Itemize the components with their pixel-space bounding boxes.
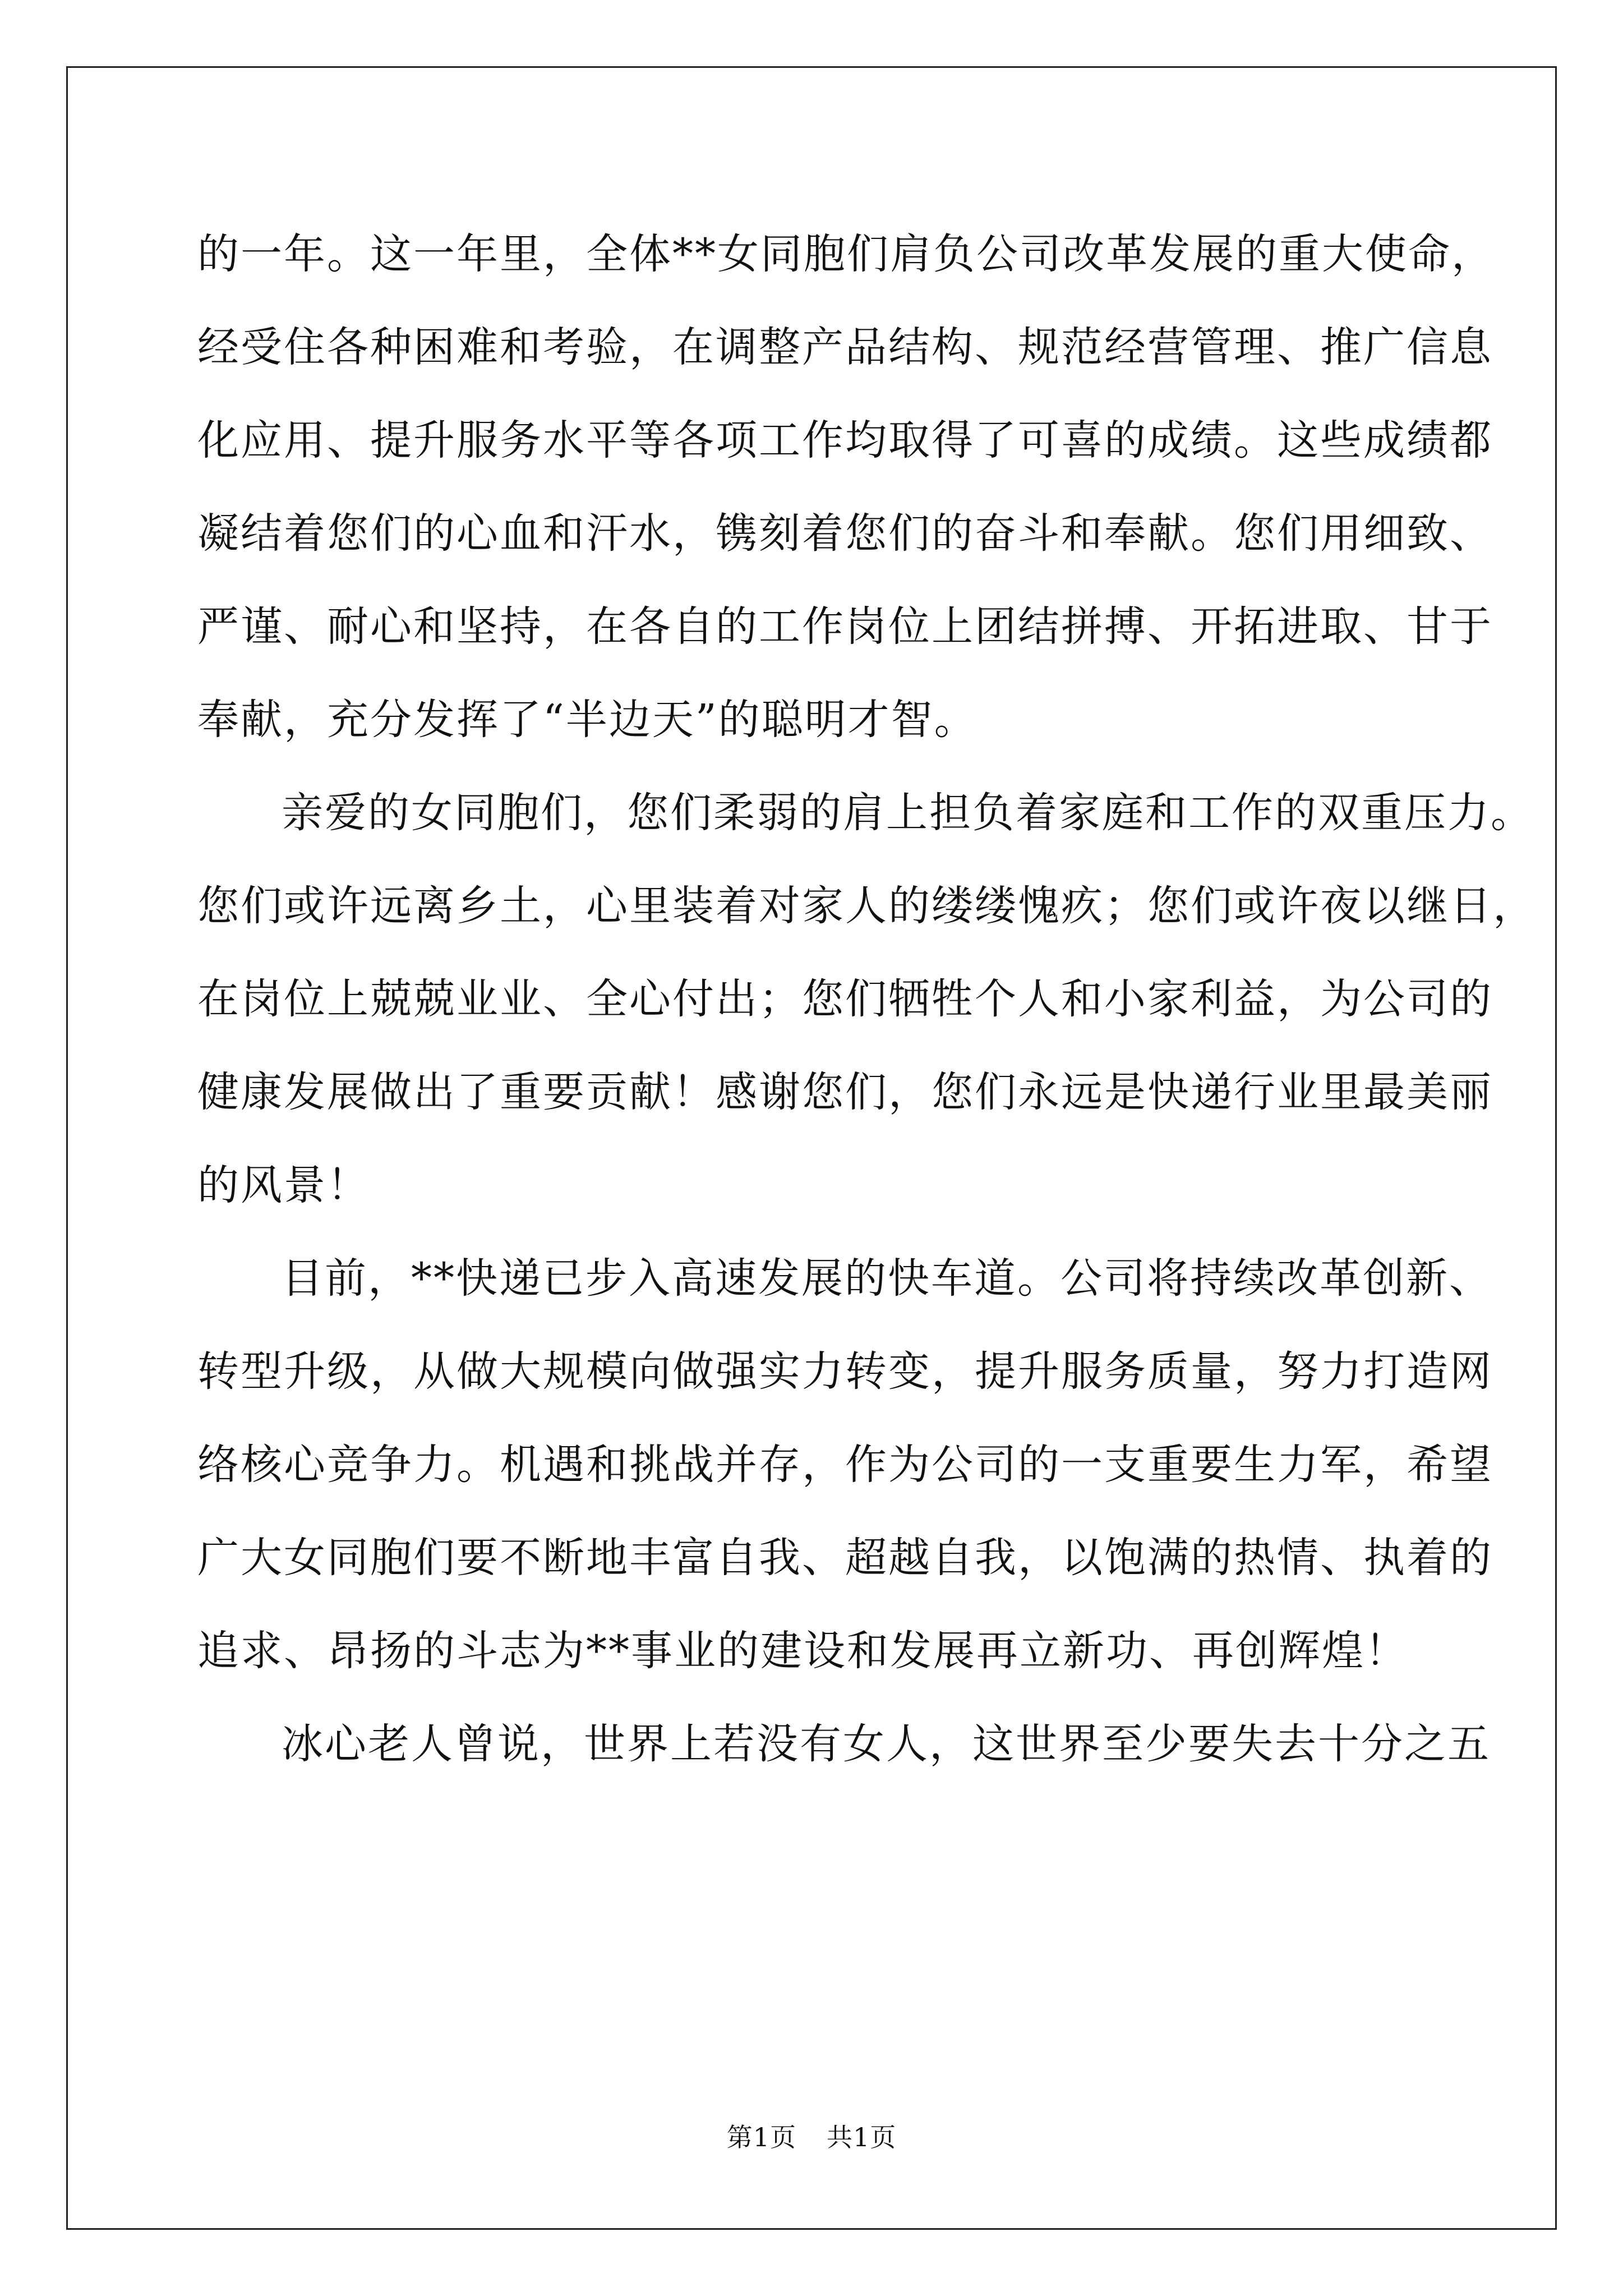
paragraph-1 [197,208,1495,766]
page-total: 共1页 [827,2122,897,2152]
text-line: 严谨、耐心和坚持，在各自的工作岗位上团结拼搏、开拓进取、甘于 [197,602,1493,651]
text-line: 冰心老人曾说，世界上若没有女人，这世界至少要失去十分之五 [282,1720,1491,1768]
text-line: 追求、昂扬的斗志为**事业的建设和发展再立新功、再创辉煌！ [197,1627,1408,1675]
text-line: 亲爱的女同胞们，您们柔弱的肩上担负着家庭和工作的双重压力。 [282,789,1534,837]
text-line: 您们或许远离乡土，心里装着对家人的缕缕愧疚；您们或许夜以继日， [197,882,1536,930]
paragraph-2 [197,766,1536,1232]
text-line: 健康发展做出了重要贡献！感谢您们，您们永远是快递行业里最美丽 [197,1068,1493,1116]
text-line: 凝结着您们的心血和汗水，镌刻着您们的奋斗和奉献。您们用细致、 [197,509,1493,558]
text-line: 络核心竞争力。机遇和挑战并存，作为公司的一支重要生力军，希望 [197,1441,1493,1489]
page-footer [0,2120,1623,2154]
text-line: 目前，**快递已步入高速发展的快车道。公司将持续改革创新、 [282,1254,1492,1303]
text-line: 的一年。这一年里，全体**女同胞们肩负公司改革发展的重大使命， [197,230,1495,278]
text-line: 化应用、提升服务水平等各项工作均取得了可喜的成绩。这些成绩都 [197,416,1493,464]
text-line: 的风景！ [197,1161,370,1209]
text-line: 奉献，充分发挥了“半边天”的聪明才智。 [197,696,978,744]
document-body [197,208,1536,1791]
text-line: 在岗位上兢兢业业、全心付出；您们牺牲个人和小家利益，为公司的 [197,975,1493,1023]
paragraph-4 [197,1697,1491,1791]
text-line: 经受住各种困难和考验，在调整产品结构、规范经营管理、推广信息 [197,323,1493,371]
text-line: 转型升级，从做大规模向做强实力转变，提升服务质量，努力打造网 [197,1347,1493,1396]
page-number: 第1页 [726,2122,796,2152]
paragraph-3 [197,1232,1493,1697]
text-line: 广大女同胞们要不断地丰富自我、超越自我，以饱满的热情、执着的 [197,1534,1493,1582]
